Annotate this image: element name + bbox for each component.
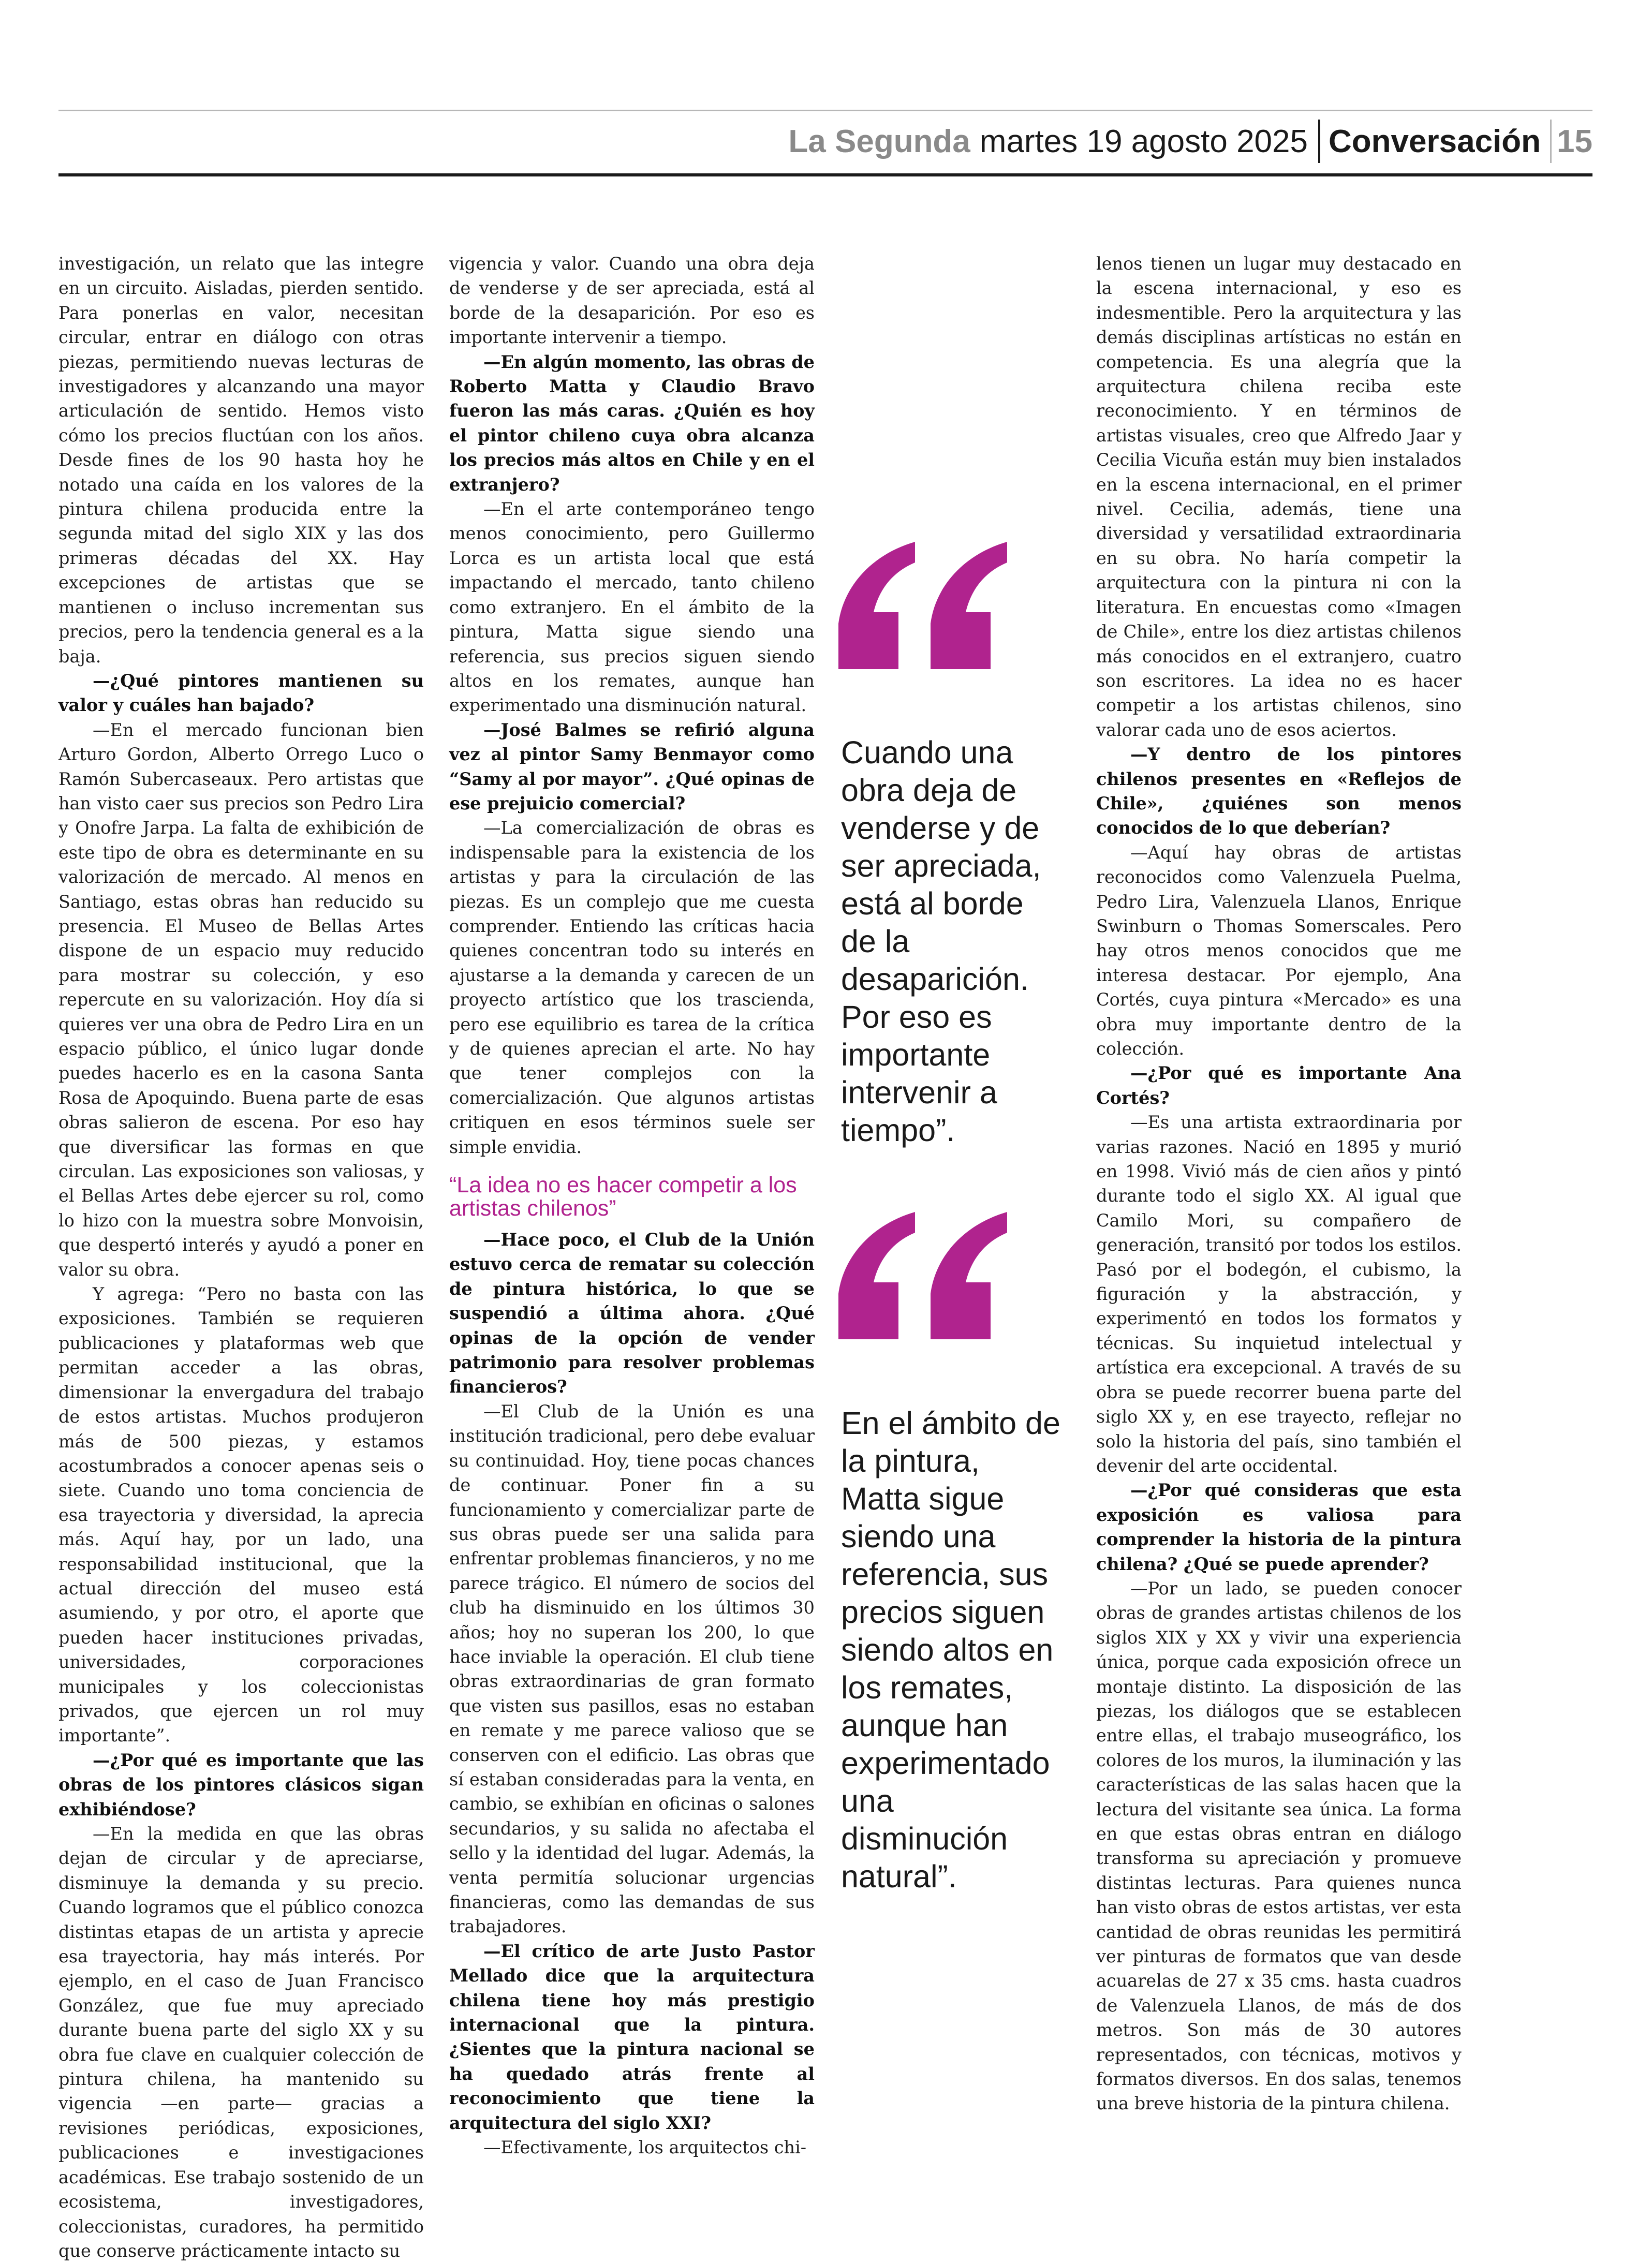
pull-quote-line: disminución [841, 1821, 1008, 1856]
pull-quote-line: desaparición. [841, 962, 1029, 997]
page-number: 15 [1557, 123, 1592, 159]
body-paragraph: lenos tienen un lugar muy destacado en la escena internacional, y eso es indesmentible. Pero la arquitectura y las demás disciplinas artísticas no están en competencia. Es una alegría que la arquitectura chilena reciba este reconocimiento. Y en términos de artistas visuales, creo que Alfredo Jaar y Cecilia Vicuña están muy bien instalados en la escena internacional, en el primer nivel. Cecilia, además, tiene una diversidad y versatilidad extraordinaria en su obra. No haría competir la arquitectura con la pintura ni con la literatura. En encuestas como «Imagen de Chile», entre los diez artistas chilenos más conocidos en el extranjero, cuatro son escritores. La idea no es hacer competir a los artistas chilenos, sino valorar cada uno de esos aciertos. [1096, 254, 1462, 740]
masthead [58, 111, 1592, 176]
interview-question: —¿Por qué es importante Ana Cortés? [1096, 1063, 1462, 1108]
pull-quote-line: referencia, sus [841, 1557, 1049, 1592]
pull-quote-line: experimentado [841, 1746, 1050, 1781]
interview-question: —En algún momento, las obras de Roberto Matta y Claudio Bravo fueron las más caras. ¿Quién es hoy el pintor chileno cuya obra alcanza los precios más altos en Chile y en el extranjero? [449, 351, 815, 495]
pull-quote-line: aunque han [841, 1708, 1008, 1743]
body-paragraph: investigación, un relato que las integre en un circuito. Aisladas, pierden sentido. Para ponerlas en valor, necesitan circular, entrar en diálogo con otras piezas, permitiendo nuevas lecturas de investigadores y alcanzando una mayor articulación de sentido. Hemos visto cómo los precios fluctúan con los años. Desde fines de los 90 hasta hoy he notado una caída en los valores de la pintura chilena producida entre la segunda mitad del siglo XIX y las dos primeras décadas del XX. Hay excepciones de artistas que se mantienen o incluso incrementan sus precios, pero la tendencia general es a la baja. [58, 254, 424, 667]
pull-quote-line: siendo altos en [841, 1632, 1054, 1667]
pull-quote-line: natural”. [841, 1859, 957, 1894]
body-paragraph: —Es una artista extraordinaria por varias razones. Nació en 1895 y murió en 1998. Vivió más de cien años y pintó durante todo el siglo XX. Al igual que Camilo Mori, su compañero de generación, transitó por todos los estilos. Pasó por el bodegón, el cubismo, la figuración y la abstracción, y experimentó en todos los formatos y técnicas. Su inquietud intelectual y artística era excepcional. A través de su obra se puede recorrer buena parte del siglo XX y, en ese trayecto, reflejar no solo la historia del país, sino también el devenir del arte occidental. [1096, 1112, 1462, 1476]
pull-quote-line: está al borde [841, 886, 1024, 921]
article-column-2 [449, 252, 815, 2160]
masthead-divider [1550, 120, 1552, 163]
pull-quote-line: Cuando una [841, 735, 1013, 770]
pull-quote-line: la pintura, [841, 1443, 980, 1478]
body-paragraph: vigencia y valor. Cuando una obra deja de venderse y de ser apreciada, está al borde de la desaparición. Por eso es importante intervenir a tiempo. [449, 254, 815, 348]
interview-question: —José Balmes se refirió alguna vez al pintor Samy Benmayor como “Samy al por mayor”. ¿Qué opinas de ese prejuicio comercial? [449, 719, 815, 814]
issue-date: martes 19 agosto 2025 [979, 123, 1308, 159]
pull-quote-line: Matta sigue [841, 1481, 1005, 1516]
interview-question: —Y dentro de los pintores chilenos presentes en «Reflejos de Chile», ¿quiénes son menos conocidos de lo que deberían? [1096, 744, 1462, 838]
pull-quote-line: tiempo”. [841, 1113, 955, 1148]
body-paragraph: Y agrega: “Pero no basta con las exposiciones. También se requieren publicaciones y plataformas web que permitan acceder a las obras, dimensionar la envergadura del trabajo de estos artistas. Muchos produjeron más de 500 piezas, y estamos acostumbrados a conocer apenas seis o siete. Cuando uno toma conciencia de esa trayectoria y diversidad, la aprecia más. Aquí hay, por un lado, una responsabilidad institucional, que la actual dirección del museo está asumiendo, y por otro, el aporte que pueden hacer instituciones privadas, universidades, corporaciones municipales y los coleccionistas privados, que ejercen un rol muy importante”. [58, 1284, 424, 1746]
article-column-3 [1096, 252, 1462, 2116]
pull-quote-2 [841, 1404, 1084, 1896]
pull-quote-line: venderse y de [841, 810, 1040, 846]
body-paragraph: —El Club de la Unión es una institución tradicional, pero debe evaluar su continuidad. Hoy, tiene pocas chances de continuar. Poner fin a su funcionamiento y comercializar parte de sus obras puede ser una salida para enfrentar problemas financieros, y no me parece trágico. El número de socios del club ha disminuido en los últimos 30 años; hoy no superan los 200, lo que hace inviable la operación. El club tiene obras extraordinarias de gran formato que visten sus pasillos, esas no estaban en remate y me parece valioso que se conserven con el edificio. Las obras que sí estaban consideradas para la venta, en cambio, se exhibían en oficinas o salones secundarios, y su salida no afectaba el sello y la identidad del lugar. Además, la venta permitía solucionar urgencias financieras, como las demandas de sus trabajadores. [449, 1401, 815, 1937]
body-paragraph: —La comercialización de obras es indispensable para la existencia de los artistas y para la circulación de las piezas. Es un complejo que me cuesta comprender. Entiendo las críticas hacia quienes concentran todo su interés en ajustarse a la demanda y carecen de un proyecto artístico que los trascienda, pero ese equilibrio es tarea de la crítica y de quienes aprecian el arte. No hay que tener complejos con la comercialización. Que algunos artistas critiquen en esos términos suele ser simple envidia. [449, 818, 815, 1157]
article-column-1 [58, 252, 424, 2263]
pull-quote-line: una [841, 1783, 894, 1818]
interview-question: —El crítico de arte Justo Pastor Mellado dice que la arquitectura chilena tiene hoy más prestigio internacional que la pintura. ¿Sientes que la pintura nacional se ha quedado atrás frente al reconocimiento que tiene la arquitectura del siglo XXI? [449, 1941, 815, 2133]
interview-question: —¿Por qué es importante que las obras de los pintores clásicos sigan exhibiéndose? [58, 1750, 424, 1820]
body-paragraph: —Aquí hay obras de artistas reconocidos como Valenzuela Puelma, Pedro Lira, Valenzuela Llanos, Enrique Swinburn o Thomas Somerscales. Pero hay otros menos conocidos que me interesa destacar. Por ejemplo, Ana Cortés, cuya pintura «Mercado» es una obra muy importante dentro de la colección. [1096, 842, 1462, 1059]
body-paragraph: —En el arte contemporáneo tengo menos conocimiento, pero Guillermo Lorca es un artista local que está impactando el mercado, tanto chileno como extranjero. En el ámbito de la pintura, Matta sigue siendo una referencia, sus precios siguen siendo altos en los remates, aunque han experimentado una disminución natural. [449, 499, 815, 716]
open-quote-icon [837, 541, 1008, 670]
pull-quote-line: precios siguen [841, 1594, 1045, 1630]
pull-quote-line: de la [841, 924, 910, 959]
pull-quote-line: ser apreciada, [841, 848, 1041, 883]
interview-question: —Hace poco, el Club de la Unión estuvo cerca de rematar su colección de pintura histórica, lo que se suspendió a última ahora. ¿Qué opinas de la opción de vender patrimonio para resolver problemas financieros? [449, 1230, 815, 1397]
open-quote-icon [837, 1211, 1008, 1340]
interview-question: —¿Qué pintores mantienen su valor y cuáles han bajado? [58, 670, 424, 716]
pull-quote-line: intervenir a [841, 1075, 997, 1110]
pull-quote-1 [841, 734, 1084, 1149]
section-name: Conversación [1329, 123, 1541, 159]
pull-quote-line: En el ámbito de [841, 1406, 1060, 1441]
pull-quote-line: importante [841, 1037, 991, 1072]
body-paragraph: —Efectivamente, los arquitectos chi- [483, 2137, 807, 2158]
section-subhead: “La idea no es hacer competir a los artistas chilenos” [449, 1173, 797, 1221]
pull-quote-line: obra deja de [841, 773, 1017, 808]
pull-quote-line: los remates, [841, 1670, 1013, 1705]
masthead-divider [1318, 120, 1320, 163]
body-paragraph: —En el mercado funcionan bien Arturo Gordon, Alberto Orrego Luco o Ramón Subercaseaux. Pero artistas que han visto caer sus precios son Pedro Lira y Onofre Jarpa. La falta de exhibición de este tipo de obra es determinante en su valorización de mercado. Al menos en Santiago, estas obras han reducido su presencia. El Museo de Bellas Artes dispone de un espacio muy reducido para mostrar su colección, y eso repercute en su valorización. Hoy día si quieres ver una obra de Pedro Lira en un espacio público, el único lugar donde puedes hacerlo es en la casona Santa Rosa de Apoquindo. Buena parte de esas obras salieron de escena. Por eso hay que diversificar las formas en que circulan. Las exposiciones son valiosas, y el Bellas Artes debe ejercer su rol, como lo hizo con la muestra sobre Monvoisin, que despertó interés y ayudó a poner en valor su obra. [58, 719, 424, 1280]
pull-quote-line: Por eso es [841, 999, 992, 1034]
pull-quote-line: siendo una [841, 1519, 996, 1554]
publication-name: La Segunda [788, 123, 970, 159]
interview-question: —¿Por qué consideras que esta exposición es valiosa para comprender la historia de la pintura chilena? ¿Qué se puede aprender? [1096, 1480, 1462, 1574]
body-paragraph: —Por un lado, se pueden conocer obras de grandes artistas chilenos de los siglos XIX y XX y vivir una experiencia única, porque cada exposición ofrece un montaje distinto. La disposición de las piezas, los diálogos que se establecen entre ellas, el trabajo museográfico, los colores de los muros, la iluminación y las características de las salas hacen que la lectura del visitante sea única. La forma en que estas obras entran en diálogo transforma su apreciación y promueve distintas lecturas. Para quienes nunca han visto obras de estos artistas, ver esta cantidad de obras reunidas les permitirá ver pinturas de formatos que van desde acuarelas de 27 x 35 cms. hasta cuadros de Valenzuela Llanos, de más de dos metros. Son más de 30 autores representados, con técnicas, motivos y formatos diversos. En dos salas, tenemos una breve historia de la pintura chilena. [1096, 1578, 1462, 2114]
body-paragraph: —En la medida en que las obras dejan de circular y de apreciarse, disminuye la demanda y su precio. Cuando logramos que el público conozca distintas etapas de un artista y aprecie esa trayectoria, hay más interés. Por ejemplo, en el caso de Juan Francisco González, que fue muy apreciado durante buena parte del siglo XX y su obra fue clave en cualquier colección de pintura chilena, ha mantenido su vigencia —en parte— gracias a revisiones periódicas, exposiciones, publicaciones e investigaciones académicas. Ese trabajo sostenido de un ecosistema, investigadores, coleccionistas, curadores, ha permitido que conserve prácticamente intacto su [58, 1824, 424, 2261]
